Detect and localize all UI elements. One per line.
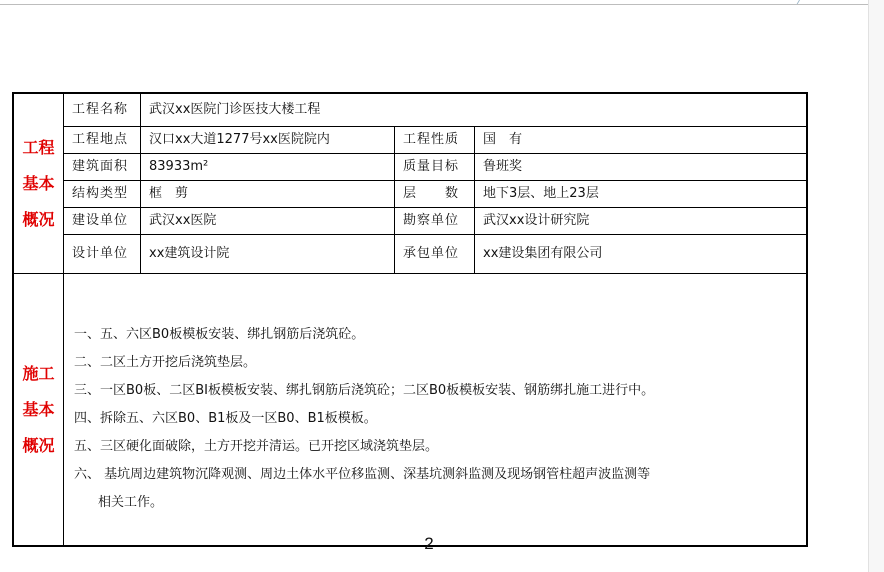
section-title-line: 基本 — [22, 173, 55, 193]
contractor-label: 承包单位 — [395, 235, 475, 274]
construction-progress — [64, 274, 808, 547]
header-rule — [0, 0, 884, 5]
floors-value: 地下3层、地上23层 — [475, 181, 808, 208]
progress-item: 六、 基坑周边建筑物沉降观测、周边土体水平位移监测、深基坑测斜监测及现场钢管柱超声波监测等 — [74, 466, 651, 482]
overview-section-title — [13, 93, 64, 274]
survey-value: 武汉xx设计研究院 — [475, 208, 808, 235]
construction-section-title — [13, 274, 64, 547]
client-value: 武汉xx医院 — [141, 208, 395, 235]
design-value: xx建筑设计院 — [141, 235, 395, 274]
design-label: 设计单位 — [64, 235, 141, 274]
nature-label: 工程性质 — [395, 127, 475, 154]
progress-item: 五、三区硬化面破除，土方开挖并清运。已开挖区域浇筑垫层。 — [74, 438, 439, 454]
client-label: 建设单位 — [64, 208, 141, 235]
area-value: 83933m² — [141, 154, 395, 181]
structure-value: 框 剪 — [141, 181, 395, 208]
structure-label: 结构类型 — [64, 181, 141, 208]
section-title-line: 基本 — [22, 399, 55, 419]
area-label: 建筑面积 — [64, 154, 141, 181]
progress-item: 一、五、六区B0板模板安装、绑扎钢筋后浇筑砼。 — [74, 326, 365, 342]
section-title-line: 施工 — [22, 363, 55, 383]
page-edge — [868, 0, 884, 572]
section-title-line: 工程 — [22, 137, 55, 157]
page-number: 2 — [424, 534, 434, 553]
quality-value: 鲁班奖 — [475, 154, 808, 181]
project-name-label: 工程名称 — [64, 93, 141, 127]
nature-value: 国 有 — [475, 127, 808, 154]
project-name-value: 武汉xx医院门诊医技大楼工程 — [141, 93, 808, 127]
progress-item-continuation: 相关工作。 — [98, 494, 164, 510]
contractor-value: xx建设集团有限公司 — [475, 235, 808, 274]
quality-label: 质量目标 — [395, 154, 475, 181]
section-title-line: 概况 — [22, 435, 55, 455]
survey-label: 勘察单位 — [395, 208, 475, 235]
location-label: 工程地点 — [64, 127, 141, 154]
floors-label: 层 数 — [395, 181, 475, 208]
progress-item: 四、拆除五、六区B0、B1板及一区B0、B1板模板。 — [74, 410, 377, 426]
progress-item: 三、一区B0板、二区BI板模板安装、绑扎钢筋后浇筑砼；二区B0板模板安装、钢筋绑扎施工进行中。 — [74, 382, 655, 398]
location-value: 汉口xx大道1277号xx医院院内 — [141, 127, 395, 154]
progress-item: 二、二区土方开挖后浇筑垫层。 — [74, 354, 257, 370]
section-title-line: 概况 — [22, 209, 55, 229]
project-summary-table — [12, 92, 808, 547]
